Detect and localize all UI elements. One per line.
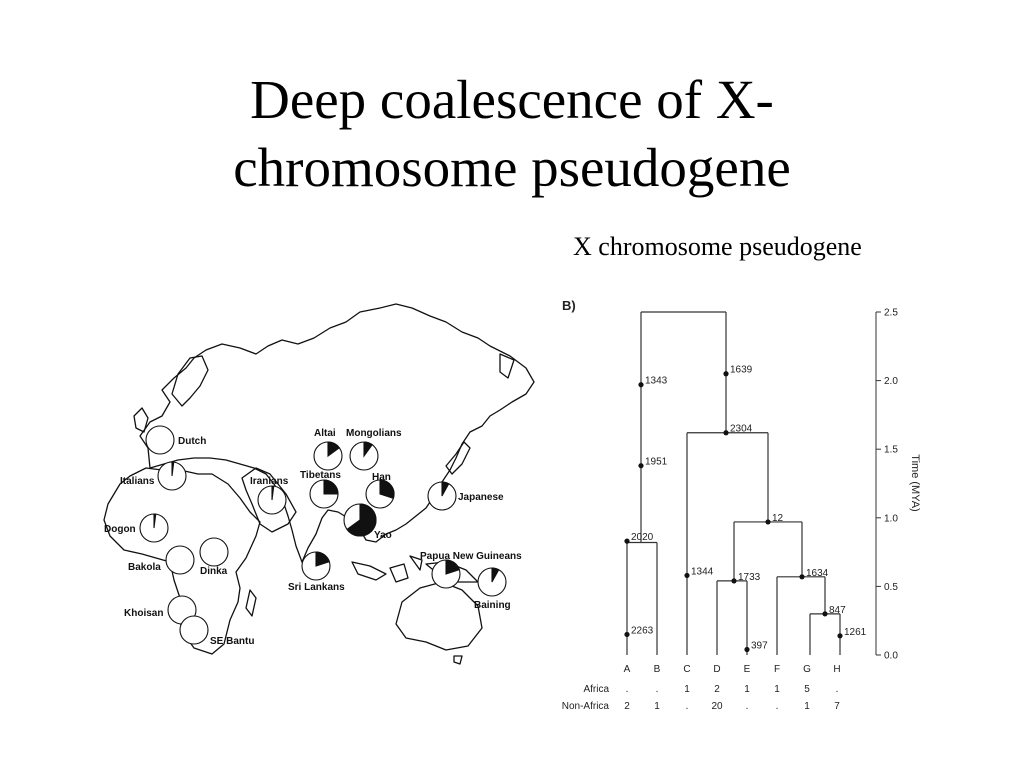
- tree-node-label: 12: [772, 512, 784, 524]
- tree-node-label: 1261: [844, 626, 867, 638]
- tree-node-label: 2020: [631, 532, 654, 544]
- table-cell: .: [685, 701, 689, 712]
- pie-baining: [478, 568, 506, 596]
- pie-dogon: [140, 514, 168, 542]
- population-label-altai: Altai: [314, 428, 336, 439]
- population-map: [90, 298, 550, 668]
- tree-node-labels: [631, 365, 867, 652]
- pie-japanese: [428, 482, 456, 510]
- tree-branches: [627, 312, 840, 655]
- population-label-papua-new-guineans: Papua New Guineans: [420, 551, 522, 562]
- tree-node-label: 1343: [645, 375, 668, 387]
- population-label-khoisan: Khoisan: [124, 608, 164, 619]
- tree-tip-label: F: [773, 664, 781, 675]
- australia-outline: [396, 582, 482, 650]
- slide-title-line1: Deep coalescence of X-: [250, 69, 774, 130]
- axis-tick-label: 2.5: [884, 307, 898, 319]
- eurasia-outline: [140, 304, 534, 562]
- table-cell: 20: [711, 701, 723, 712]
- tree-node: [624, 632, 629, 637]
- population-pies: [140, 426, 506, 644]
- tree-node: [624, 539, 629, 544]
- pie-base: [146, 426, 174, 454]
- table-row-label: Non-Africa: [561, 701, 609, 712]
- axis-tick-label: 0.5: [884, 581, 898, 593]
- axis-tick-label: 1.0: [884, 513, 898, 525]
- tree-node: [799, 574, 804, 579]
- population-label-tibetans: Tibetans: [300, 470, 341, 481]
- tree-node: [638, 463, 643, 468]
- population-label-se-bantu: SE Bantu: [210, 636, 255, 647]
- madagascar-outline: [246, 590, 256, 616]
- axis-tick-label: 0.0: [884, 650, 898, 662]
- tree-node-label: 397: [751, 640, 768, 652]
- gene-tree: [550, 290, 1020, 740]
- pie-altai: [314, 442, 342, 470]
- tree-node: [638, 382, 643, 387]
- population-label-yao: Yao: [374, 530, 392, 541]
- table-cell: .: [775, 701, 779, 712]
- pie-mongolians: [350, 442, 378, 470]
- table-cell: 1: [744, 684, 750, 695]
- table-row-label: Africa: [583, 684, 609, 695]
- table-cell: 1: [654, 701, 660, 712]
- table-cell: 2: [714, 684, 720, 695]
- population-label-dinka: Dinka: [200, 566, 228, 577]
- population-label-bakola: Bakola: [128, 562, 161, 573]
- table-cell: .: [655, 684, 659, 695]
- pie-italians: [158, 462, 186, 490]
- table-cell: 2: [624, 701, 630, 712]
- table-cell: 1: [684, 684, 690, 695]
- tree-tip-labels: [624, 664, 841, 675]
- pie-base: [200, 538, 228, 566]
- japan-outline: [446, 442, 470, 474]
- table-cell: 1: [804, 701, 810, 712]
- pie-dutch: [146, 426, 174, 454]
- slide-subtitle: X chromosome pseudogene: [573, 232, 862, 261]
- pie-iranians: [258, 486, 286, 514]
- tree-tip-label: H: [833, 664, 841, 675]
- slide-title: [0, 66, 1024, 202]
- tree-tip-label: B: [653, 664, 661, 675]
- tree-tip-label: C: [683, 664, 691, 675]
- table-cell: .: [625, 684, 629, 695]
- tree-panel-label: B): [562, 298, 576, 313]
- population-label-japanese: Japanese: [458, 492, 504, 503]
- tree-node-label: 1951: [645, 456, 668, 468]
- pie-bakola: [166, 546, 194, 574]
- pie-yao: [344, 504, 376, 536]
- population-label-mongolians: Mongolians: [346, 428, 402, 439]
- table-cell: 5: [804, 684, 810, 695]
- slide-title-line2: chromosome pseudogene: [233, 137, 791, 198]
- tree-node: [723, 371, 728, 376]
- population-label-baining: Baining: [474, 600, 511, 611]
- tree-node-label: 1733: [738, 571, 761, 583]
- table-cell: .: [835, 684, 839, 695]
- tree-node-label: 1344: [691, 566, 714, 578]
- population-label-italians: Italians: [120, 476, 155, 487]
- time-axis-ticks: [876, 308, 898, 662]
- tree-table: [562, 684, 840, 712]
- population-label-han: Han: [372, 472, 391, 483]
- pie-sri-lankans: [302, 552, 330, 580]
- pie-han: [366, 480, 394, 508]
- pie-base: [166, 546, 194, 574]
- table-cell: .: [745, 701, 749, 712]
- tree-node-label: 1634: [806, 567, 829, 579]
- table-cell: 7: [834, 701, 840, 712]
- tree-node: [684, 573, 689, 578]
- tree-node-label: 847: [829, 604, 846, 616]
- population-label-sri-lankans: Sri Lankans: [288, 582, 345, 593]
- tree-node: [731, 578, 736, 583]
- sea-islands-outline: [352, 556, 422, 582]
- axis-tick-label: 1.5: [884, 444, 898, 456]
- pie-papua-new-guineans: [432, 560, 460, 588]
- tree-node: [822, 611, 827, 616]
- pie-slice: [324, 480, 338, 494]
- population-label-iranians: Iranians: [250, 476, 289, 487]
- population-label-dutch: Dutch: [178, 436, 207, 447]
- tree-node: [837, 633, 842, 638]
- tree-tip-label: E: [743, 664, 751, 675]
- tree-tip-label: A: [623, 664, 631, 675]
- tree-node-label: 2263: [631, 625, 654, 637]
- axis-tick-label: 2.0: [884, 376, 898, 388]
- pie-base: [180, 616, 208, 644]
- tree-node-label: 2304: [730, 423, 753, 435]
- tree-node: [744, 647, 749, 652]
- tree-node: [723, 430, 728, 435]
- population-label-dogon: Dogon: [104, 524, 136, 535]
- tasmania-outline: [454, 656, 462, 664]
- population-labels: [104, 428, 522, 647]
- tree-node: [765, 519, 770, 524]
- tree-tip-label: D: [713, 664, 721, 675]
- pie-tibetans: [310, 480, 338, 508]
- tree-node-label: 1639: [730, 364, 753, 376]
- table-cell: 1: [774, 684, 780, 695]
- pie-se-bantu: [180, 616, 208, 644]
- time-axis-label: Time (MYA): [909, 454, 921, 512]
- pie-dinka: [200, 538, 228, 566]
- tree-tip-label: G: [803, 664, 811, 675]
